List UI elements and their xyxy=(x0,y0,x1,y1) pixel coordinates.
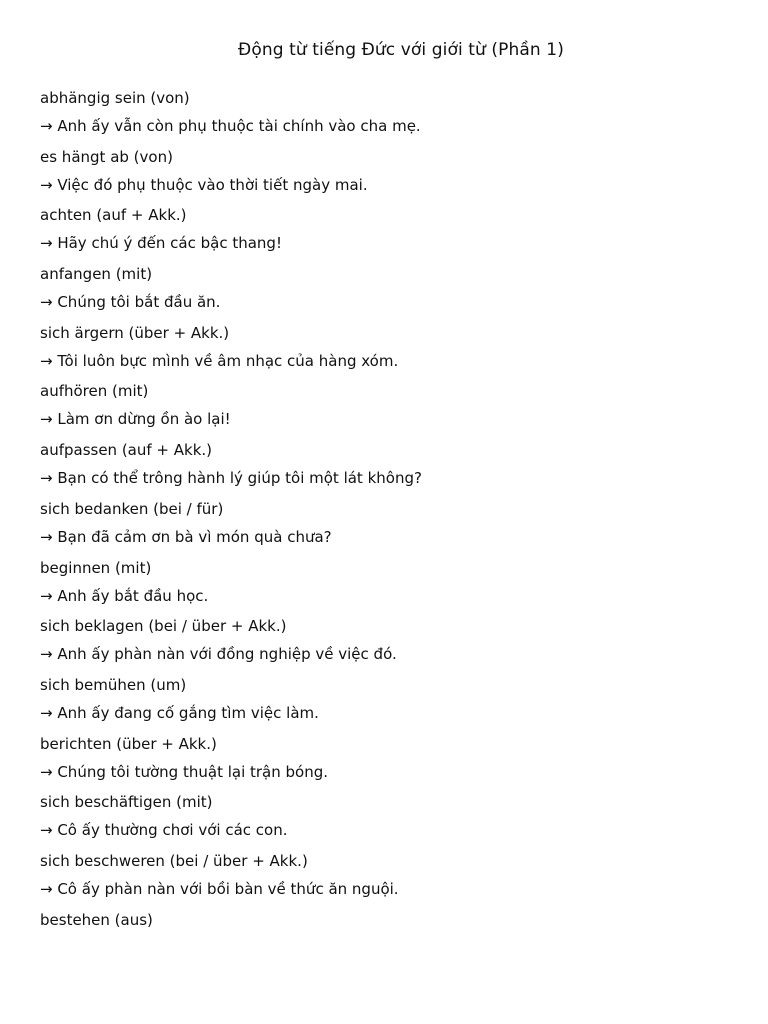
example-sentence: → Hãy chú ý đến các bậc thang! xyxy=(40,234,282,253)
list-item xyxy=(40,381,740,429)
example-sentence: → Anh ấy vẫn còn phụ thuộc tài chính vào cha mẹ. xyxy=(40,117,421,135)
list-item xyxy=(40,323,740,371)
verb-phrase: sich ärgern (über + Akk.) xyxy=(40,323,230,342)
example-sentence: → Tôi luôn bực mình về âm nhạc của hàng xóm. xyxy=(40,351,399,370)
verb-phrase: sich bedanken (bei / für) xyxy=(40,499,224,518)
list-item xyxy=(40,851,740,899)
example-sentence: → Làm ơn dừng ồn ào lại! xyxy=(40,410,231,429)
list-item xyxy=(40,558,740,606)
list-item xyxy=(40,499,740,547)
example-sentence: → Anh ấy đang cố gắng tìm việc làm. xyxy=(40,703,319,722)
list-item xyxy=(40,792,740,840)
list-item xyxy=(40,264,740,312)
list-item xyxy=(40,616,740,664)
example-sentence: → Cô ấy phàn nàn với bồi bàn về thức ăn nguội. xyxy=(40,879,399,898)
verb-phrase: es hängt ab (von) xyxy=(40,147,173,166)
list-item xyxy=(40,734,740,782)
verb-phrase: berichten (über + Akk.) xyxy=(40,734,217,753)
example-sentence: → Anh ấy phàn nàn với đồng nghiệp về việc đó. xyxy=(40,645,397,664)
list-item xyxy=(40,910,740,930)
verb-phrase: beginnen (mit) xyxy=(40,558,152,577)
verb-phrase: sich beschweren (bei / über + Akk.) xyxy=(40,851,308,870)
verb-phrase: achten (auf + Akk.) xyxy=(40,206,187,225)
verb-phrase: sich beklagen (bei / über + Akk.) xyxy=(40,617,287,636)
verb-phrase: aufpassen (auf + Akk.) xyxy=(40,441,213,460)
example-sentence: → Việc đó phụ thuộc vào thời tiết ngày mai. xyxy=(40,175,368,194)
verb-phrase: aufhören (mit) xyxy=(40,382,149,401)
example-sentence: → Bạn có thể trông hành lý giúp tôi một lát không? xyxy=(40,469,422,488)
list-item xyxy=(40,675,740,723)
list-item xyxy=(40,205,740,253)
verb-phrase: anfangen (mit) xyxy=(40,265,153,284)
list-item xyxy=(40,147,740,195)
verb-phrase: sich bemühen (um) xyxy=(40,675,187,694)
verb-list xyxy=(40,88,740,938)
example-sentence: → Anh ấy bắt đầu học. xyxy=(40,586,209,605)
example-sentence: → Bạn đã cảm ơn bà vì món quà chưa? xyxy=(40,527,332,546)
page-title: Động từ tiếng Đức với giới từ (Phần 1) xyxy=(238,40,564,60)
example-sentence: → Chúng tôi bắt đầu ăn. xyxy=(40,293,221,312)
example-sentence: → Chúng tôi tường thuật lại trận bóng. xyxy=(40,762,329,781)
example-sentence: → Cô ấy thường chơi với các con. xyxy=(40,821,288,840)
verb-phrase: sich beschäftigen (mit) xyxy=(40,793,213,812)
verb-phrase: abhängig sein (von) xyxy=(40,89,190,107)
list-item xyxy=(40,440,740,488)
verb-phrase: bestehen (aus) xyxy=(40,910,153,929)
list-item xyxy=(40,88,740,136)
